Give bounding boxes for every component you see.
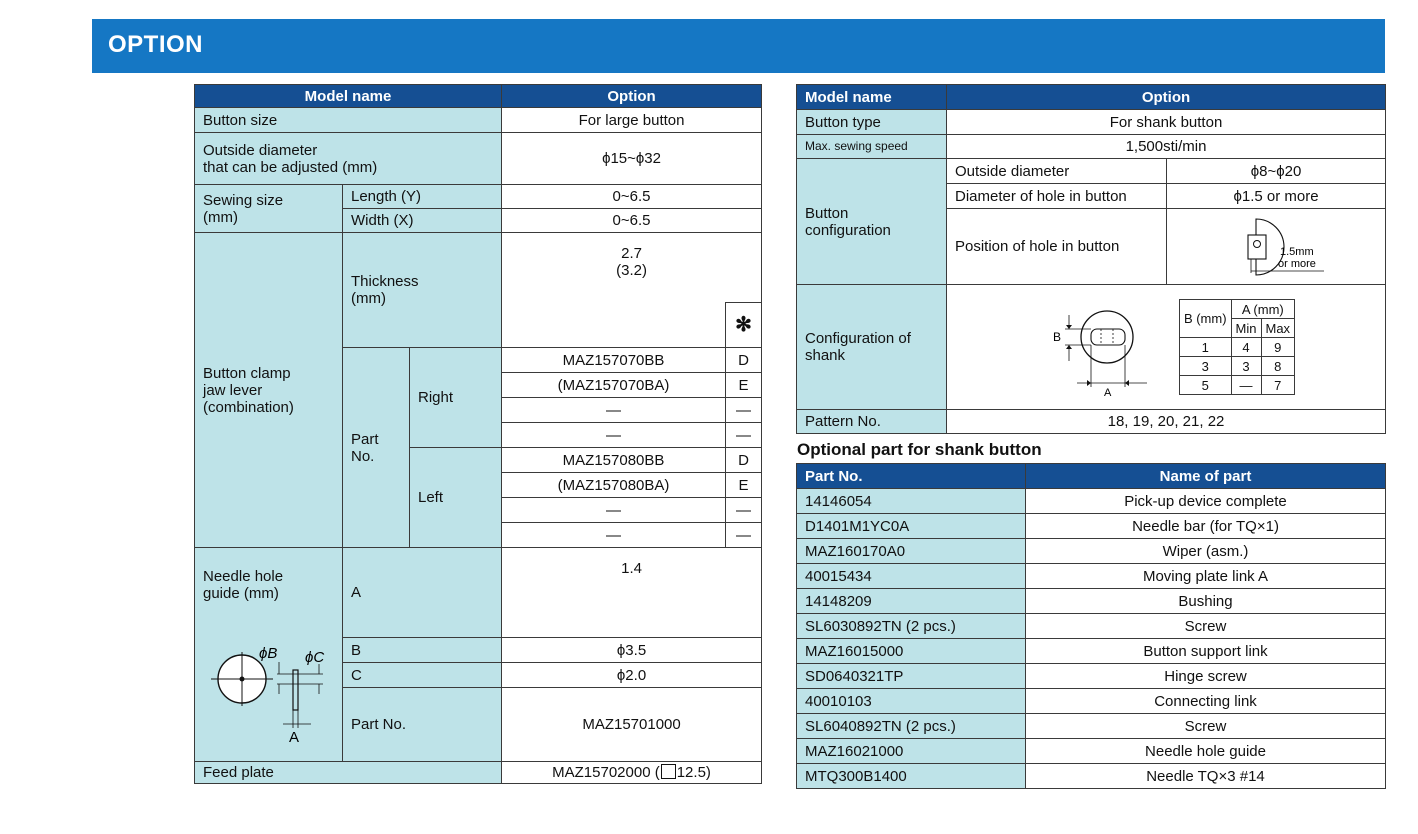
outside-diameter-value: ϕ15~ϕ32: [502, 133, 762, 185]
thickness-label-line2: (mm): [351, 290, 386, 307]
left-code-1: D: [726, 448, 762, 473]
diagram-label-b: ϕB: [259, 645, 278, 662]
shank-label-line2: shank: [805, 347, 846, 364]
button-size-value: For large button: [502, 108, 762, 133]
needle-hole-label-line2: guide (mm): [203, 585, 279, 602]
hole-position-label: Position of hole in button: [947, 209, 1167, 285]
outside-diameter-right-label: Outside diameter: [947, 159, 1167, 184]
outside-diameter-label: [195, 133, 502, 185]
sewing-size-label: [195, 185, 343, 233]
sewing-size-label-line2: (mm): [203, 208, 238, 226]
left-part-1: MAZ157080BB: [502, 448, 726, 473]
button-config-label-line2: configuration: [805, 221, 891, 239]
hole-position-diagram: [1226, 215, 1326, 279]
button-clamp-label-line3: (combination): [203, 398, 294, 416]
header-name-of-part: Name of part: [1026, 464, 1386, 489]
parts-table-caption: Optional part for shank button: [797, 440, 1042, 459]
max-speed-label: Max. sewing speed: [797, 135, 947, 159]
part-name-3: Wiper (asm.): [1026, 539, 1386, 564]
part-no-10: SL6040892TN (2 pcs.): [797, 714, 1026, 739]
shank-min-3: —: [1231, 376, 1261, 395]
right-part-3: —: [502, 398, 726, 423]
part-name-1: Pick-up device complete: [1026, 489, 1386, 514]
right-part-1: MAZ157070BB: [502, 348, 726, 373]
width-value: 0~6.5: [502, 209, 762, 233]
part-name-6: Screw: [1026, 614, 1386, 639]
part-name-8: Hinge screw: [1026, 664, 1386, 689]
page-title: OPTION: [108, 31, 204, 58]
left-part-4: —: [502, 523, 726, 548]
a-value: 1.4: [502, 548, 762, 638]
feed-plate-label: Feed plate: [195, 762, 502, 784]
shank-max-2: 8: [1261, 357, 1295, 376]
part-no-label: [343, 348, 410, 548]
asterisk-mark: ✻: [726, 303, 762, 348]
hole-diameter-label: Diameter of hole in button: [947, 184, 1167, 209]
outside-diameter-label-line1: Outside diameter: [203, 141, 318, 159]
outside-diameter-right-value: ϕ8~ϕ20: [1167, 159, 1386, 184]
shank-min-2: 3: [1231, 357, 1261, 376]
feed-plate-suffix: 12.5): [676, 764, 711, 781]
feed-plate-prefix: MAZ15702000 (: [552, 764, 660, 781]
right-code-2: E: [726, 373, 762, 398]
part-no-5: 14148209: [797, 589, 1026, 614]
max-speed-value: 1,500sti/min: [947, 135, 1386, 159]
b-value: ϕ3.5: [502, 638, 762, 663]
left-label: Left: [410, 448, 502, 548]
shank-min-1: 4: [1231, 338, 1261, 357]
part-name-10: Screw: [1026, 714, 1386, 739]
right-spec-table: [796, 84, 1386, 434]
hole-position-diagram-cell: [1167, 209, 1386, 285]
position-note-line1: 1.5mm: [1280, 245, 1314, 258]
shank-config-label: [797, 285, 947, 410]
button-config-label: [797, 159, 947, 285]
needle-hole-guide-diagram: [207, 632, 337, 742]
shank-diagram-a: A: [1103, 387, 1112, 397]
a-mm-header: A (mm): [1231, 300, 1295, 319]
header-part-no: Part No.: [797, 464, 1026, 489]
outside-diameter-label-line2: that can be adjusted (mm): [203, 158, 378, 176]
thickness-value: [502, 233, 762, 303]
b-mm-header: B (mm): [1179, 300, 1231, 338]
button-clamp-label-line2: jaw lever: [203, 381, 263, 399]
pattern-no-value: 18, 19, 20, 21, 22: [947, 410, 1386, 434]
left-code-2: E: [726, 473, 762, 498]
part-name-11: Needle hole guide: [1026, 739, 1386, 764]
part-no-2: D1401M1YC0A: [797, 514, 1026, 539]
part-name-2: Needle bar (for TQ×1): [1026, 514, 1386, 539]
length-label: Length (Y): [343, 185, 502, 209]
part-no-3: MAZ160170A0: [797, 539, 1026, 564]
header-model-name: Model name: [195, 85, 502, 108]
left-code-3: —: [726, 498, 762, 523]
header-option: Option: [502, 85, 762, 108]
right-code-3: —: [726, 398, 762, 423]
needle-part-no-label: Part No.: [343, 688, 502, 762]
part-no-12: MTQ300B1400: [797, 764, 1026, 789]
part-name-5: Bushing: [1026, 589, 1386, 614]
shank-b-1: 1: [1179, 338, 1231, 357]
part-no-label-line2: No.: [351, 447, 375, 465]
diagram-label-a: A: [289, 729, 300, 742]
part-no-11: MAZ16021000: [797, 739, 1026, 764]
diagram-label-c: ϕC: [305, 649, 325, 666]
part-name-12: Needle TQ×3 #14: [1026, 764, 1386, 789]
needle-hole-label-line1: Needle hole: [203, 568, 284, 585]
right-part-4: —: [502, 423, 726, 448]
part-no-7: MAZ16015000: [797, 639, 1026, 664]
needle-hole-guide-label: [195, 548, 343, 762]
part-no-6: SL6030892TN (2 pcs.): [797, 614, 1026, 639]
shank-diagram-cell: [947, 285, 1386, 410]
square-symbol-icon: [661, 764, 676, 779]
thickness-label: [343, 233, 502, 348]
left-spec-table: [194, 84, 762, 784]
part-no-label-line1: Part: [351, 430, 379, 448]
option-banner: [92, 19, 1385, 73]
pattern-no-label: Pattern No.: [797, 410, 947, 434]
shank-max-1: 9: [1261, 338, 1295, 357]
header-option-right: Option: [947, 85, 1386, 110]
header-model-name-right: Model name: [797, 85, 947, 110]
shank-diagram-row: [947, 297, 1385, 397]
part-name-7: Button support link: [1026, 639, 1386, 664]
thickness-value-line2: (3.2): [616, 262, 647, 279]
shank-max-3: 7: [1261, 376, 1295, 395]
right-code-1: D: [726, 348, 762, 373]
optional-parts-table: [796, 463, 1386, 789]
shank-b-2: 3: [1179, 357, 1231, 376]
a-label: A: [343, 548, 502, 638]
feed-plate-value: [502, 762, 762, 784]
part-no-8: SD0640321TP: [797, 664, 1026, 689]
c-label: C: [343, 663, 502, 688]
shank-dimension-table: [1179, 299, 1295, 395]
part-no-9: 40010103: [797, 689, 1026, 714]
button-config-label-line1: Button: [805, 204, 849, 222]
width-label: Width (X): [343, 209, 502, 233]
shank-diagram-b: B: [1052, 330, 1061, 344]
left-part-3: —: [502, 498, 726, 523]
button-clamp-label-line1: Button clamp: [203, 364, 291, 382]
b-label: B: [343, 638, 502, 663]
left-code-4: —: [726, 523, 762, 548]
button-type-value: For shank button: [947, 110, 1386, 135]
needle-part-no-value: MAZ15701000: [502, 688, 762, 762]
sewing-size-label-line1: Sewing size: [203, 191, 284, 209]
hole-diameter-value: ϕ1.5 or more: [1167, 184, 1386, 209]
thickness-value-line1: 2.7: [621, 245, 642, 262]
shank-b-3: 5: [1179, 376, 1231, 395]
part-no-4: 40015434: [797, 564, 1026, 589]
thickness-label-line1: Thickness: [351, 273, 419, 290]
part-no-1: 14146054: [797, 489, 1026, 514]
right-code-4: —: [726, 423, 762, 448]
position-note-line2: or more: [1278, 257, 1316, 270]
part-name-9: Connecting link: [1026, 689, 1386, 714]
right-label: Right: [410, 348, 502, 448]
button-type-label: Button type: [797, 110, 947, 135]
button-clamp-label: [195, 233, 343, 548]
right-part-2: (MAZ157070BA): [502, 373, 726, 398]
length-value: 0~6.5: [502, 185, 762, 209]
min-header: Min: [1231, 319, 1261, 338]
c-value: ϕ2.0: [502, 663, 762, 688]
shank-diagram: [1037, 297, 1167, 397]
part-name-4: Moving plate link A: [1026, 564, 1386, 589]
shank-label-line1: Configuration of: [805, 330, 911, 347]
button-size-label: Button size: [195, 108, 502, 133]
left-part-2: (MAZ157080BA): [502, 473, 726, 498]
max-header: Max: [1261, 319, 1295, 338]
